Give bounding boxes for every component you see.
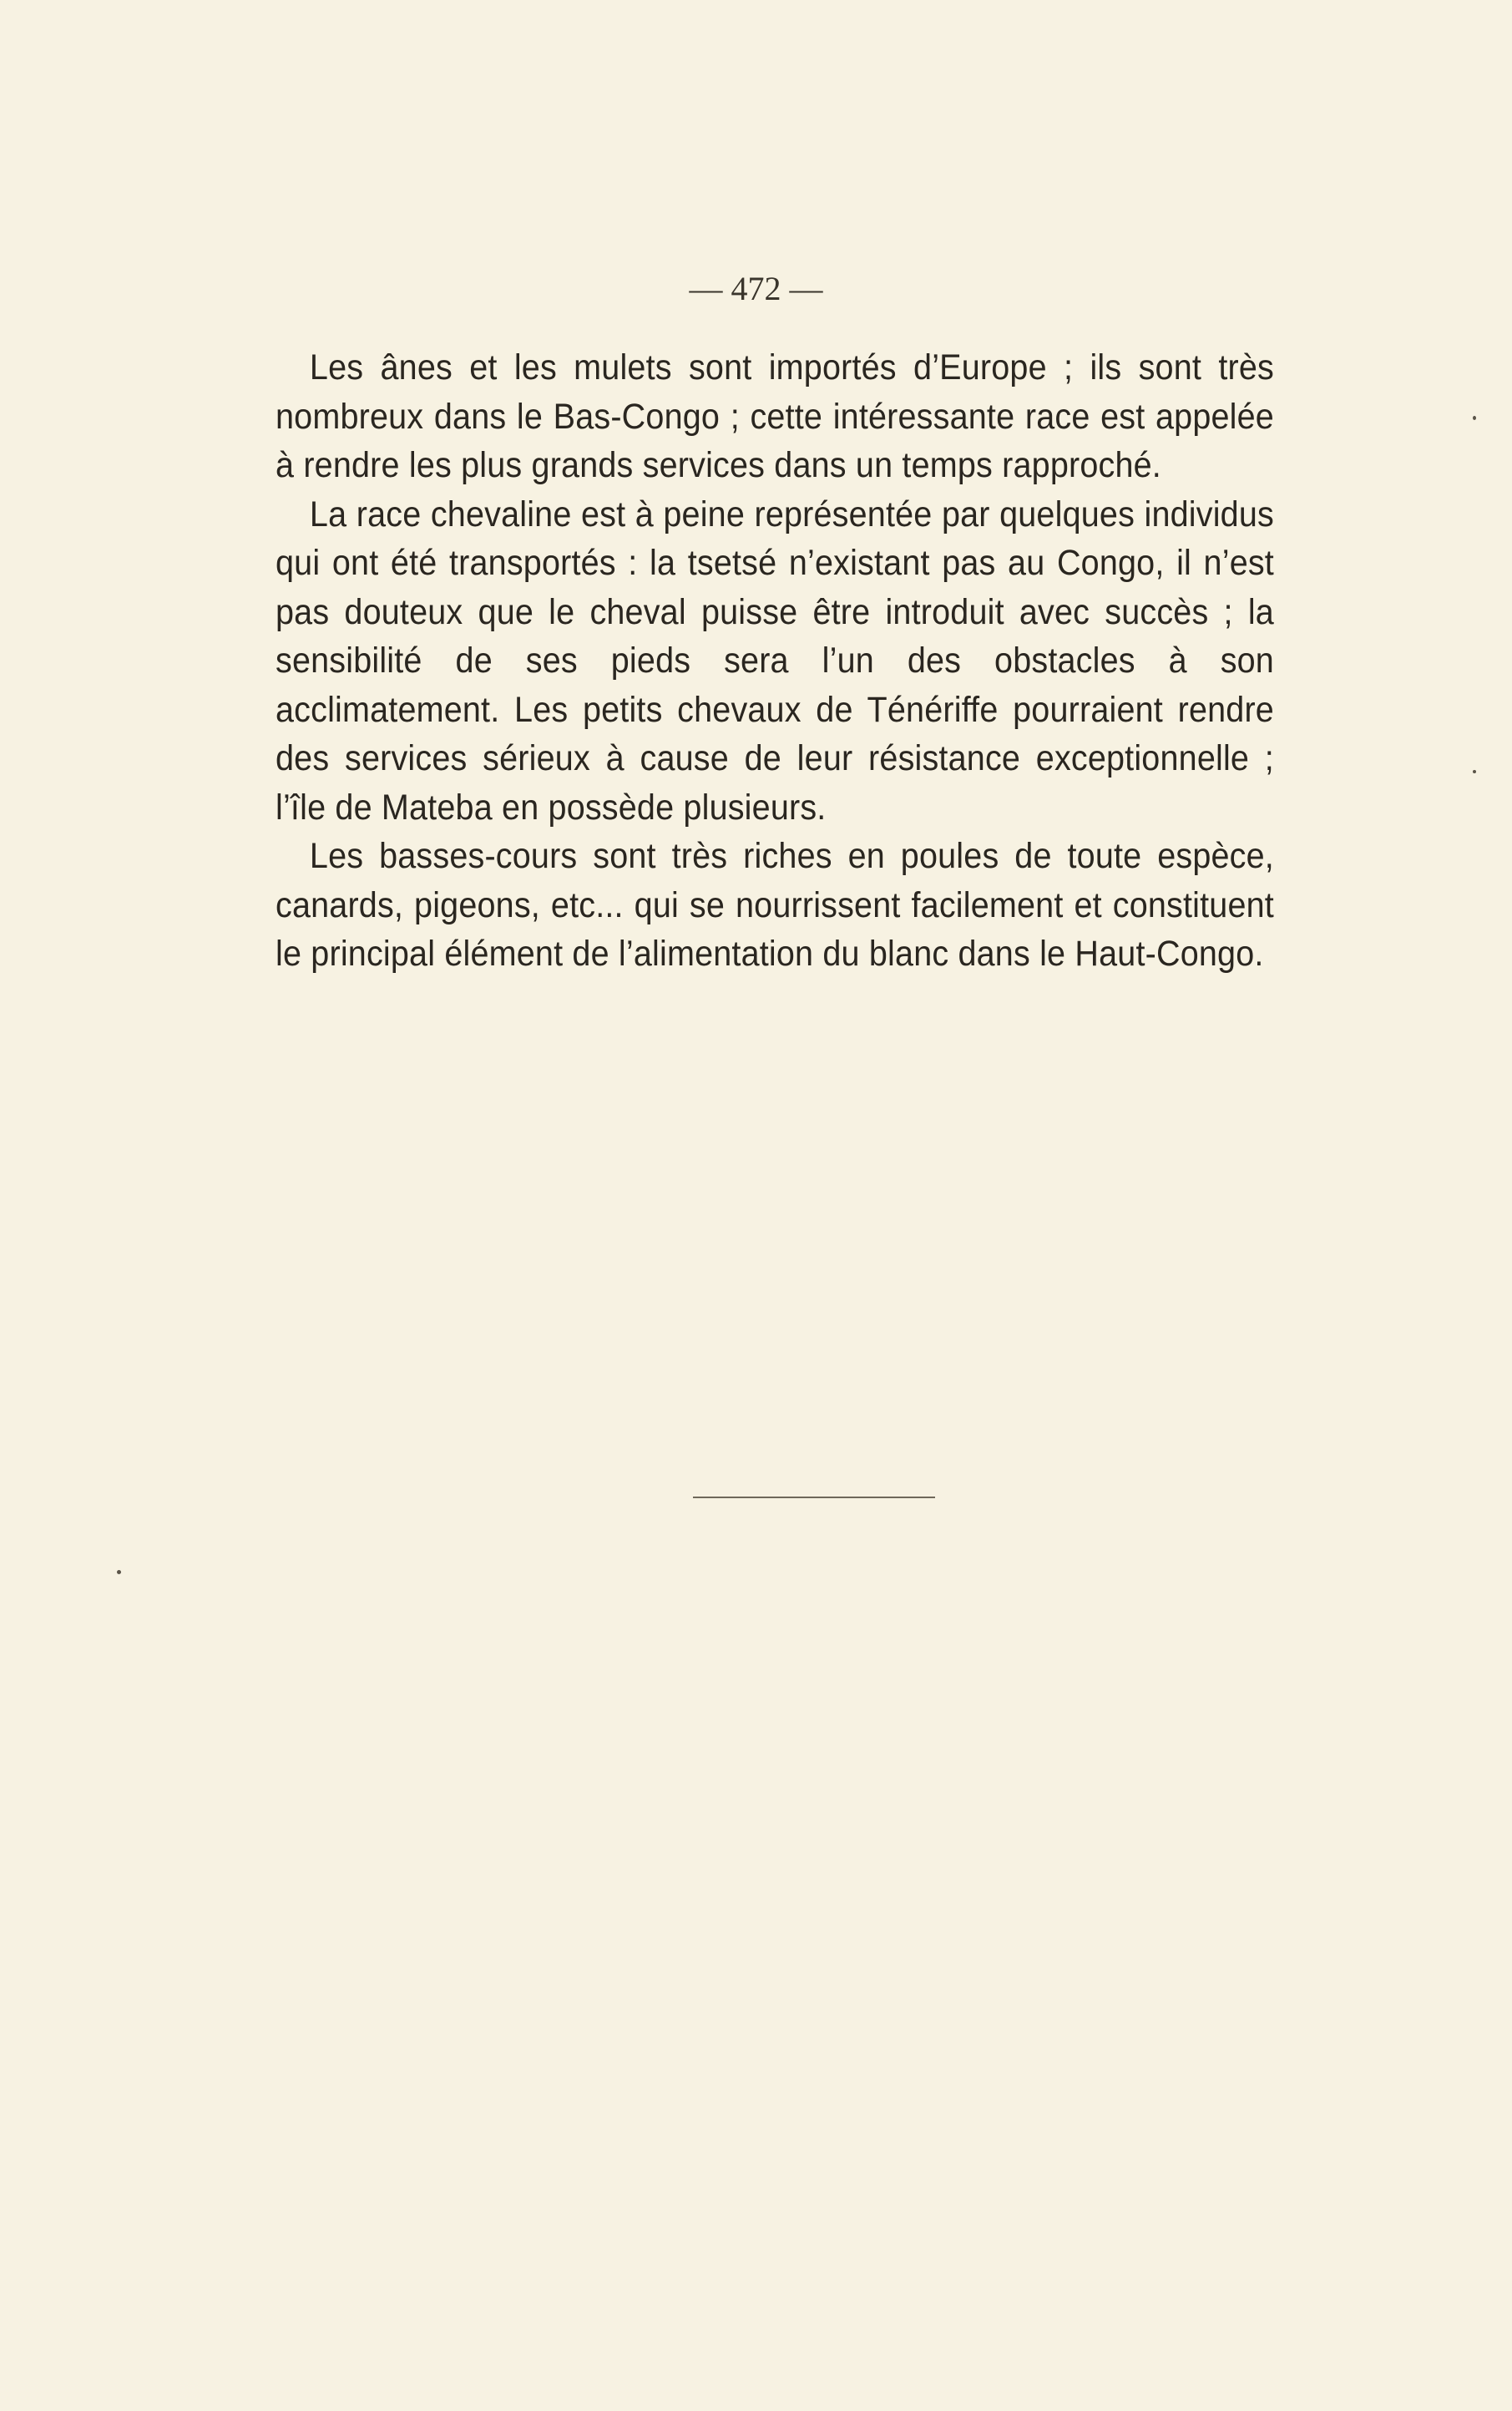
paragraph-text: Les ânes et les mulets sont importés d’Europe ; ils sont très nombreux dans le Bas-Congo ; cette intéressante race est appelée à rendre les plus grands services dans un temps rapproché. — [276, 348, 1274, 485]
paragraph-text: La race chevaline est à peine représentée par quelques individus qui ont été transportés : la tsetsé n’existant pas au Congo, il n’est pas douteux que le cheval puisse être introduit avec succès ; la sensibilité de ses pieds sera l’un des obstacles à son acclimatement. Les petits chevaux de Ténériffe pourraient rendre des services sérieux à cause de leur résistance exceptionnelle ; l’île de Mateba en possède plusieurs. — [276, 494, 1274, 828]
paragraph-horses — [276, 491, 1274, 833]
paper-speck — [1473, 416, 1476, 420]
paragraph-text: Les basses-cours sont très riches en poules de toute espèce, canards, pigeons, etc... qui se nourrissent facilement et constituent le principal élément de l’alimentation du blanc dans le Haut-Congo. — [276, 837, 1274, 974]
section-end-rule — [693, 1497, 935, 1498]
page-number: — 472 — — [689, 270, 823, 307]
paper-speck — [117, 1570, 121, 1574]
body-text — [276, 344, 1274, 980]
paper-speck — [1473, 770, 1476, 773]
paragraph-poultry — [276, 833, 1274, 980]
paragraph-donkeys-mules — [276, 344, 1274, 491]
